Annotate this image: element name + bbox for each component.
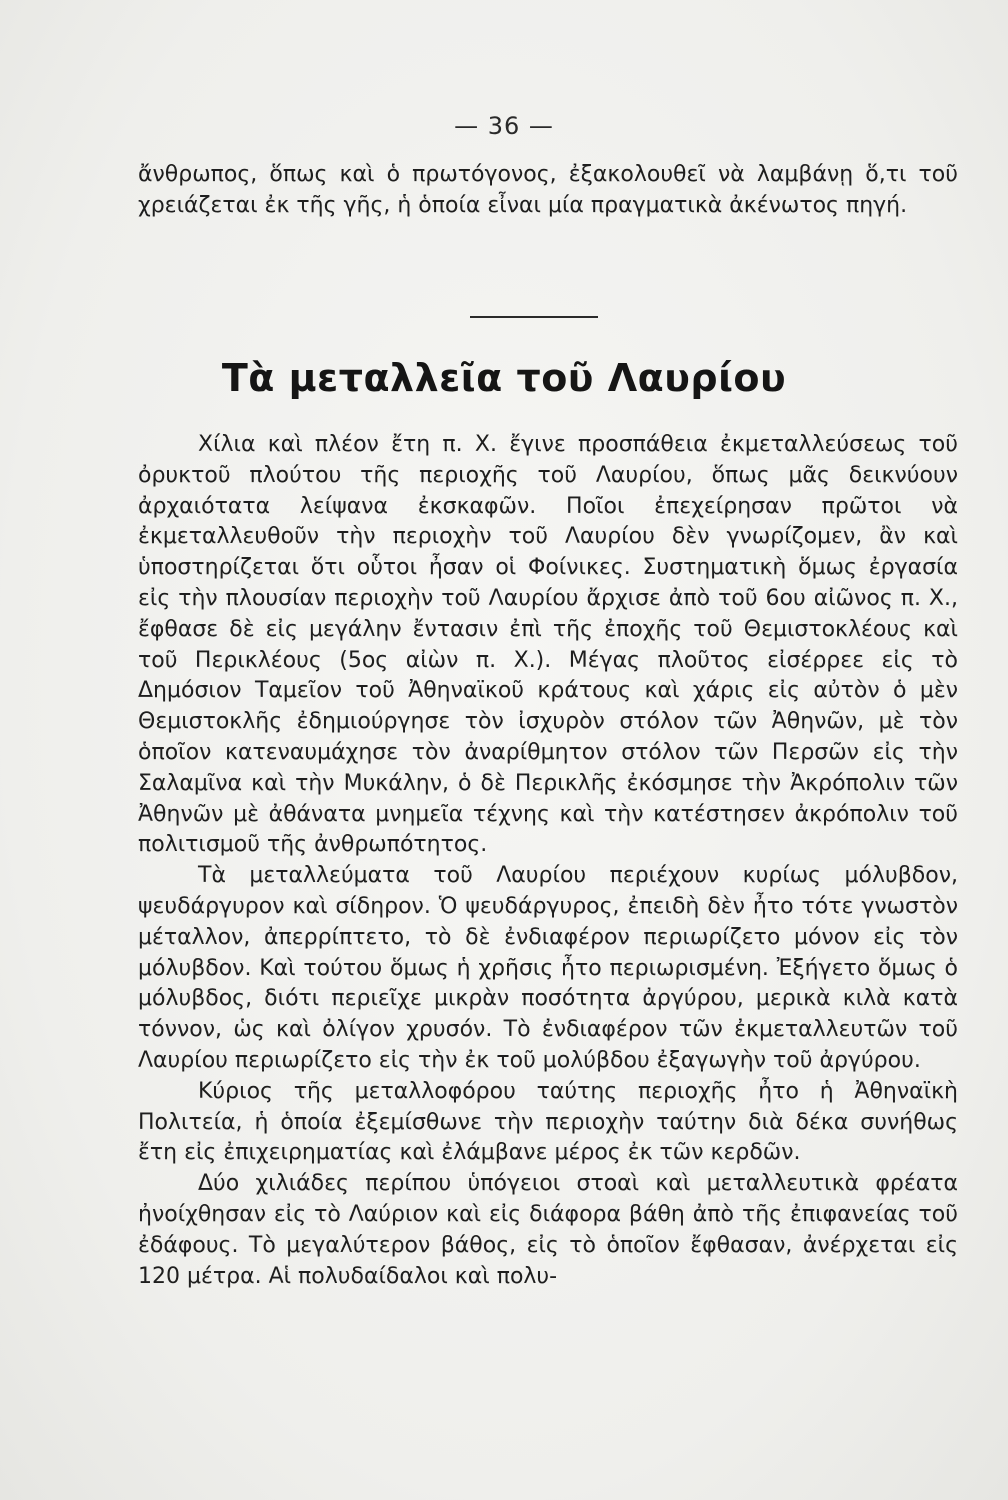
paragraph-history: Χίλια καὶ πλέον ἔτη π. Χ. ἔγινε προσπάθεια ἐκμεταλλεύσεως τοῦ ὀρυκτοῦ πλούτου τῆς περιοχῆς τοῦ Λαυρίου, ὅπως μᾶς δεικνύουν ἀρχαιότατα λείψανα ἐκσκαφῶν. Ποῖοι ἐπεχείρησαν πρῶτοι νὰ ἐκμεταλλευθοῦν τὴν περιοχὴν τοῦ Λαυρίου δὲν γνωρίζομεν, ἂν καὶ ὑποστηρίζεται ὅτι οὗτοι ἦσαν οἱ Φοίνικες. Συστηματικὴ ὅμως ἐργασία εἰς τὴν πλουσίαν περιοχὴν τοῦ Λαυρίου ἄρχισε ἀπὸ τοῦ 6ου αἰῶνος π. Χ., ἔφθασε δὲ εἰς μεγάλην ἔντασιν ἐπὶ τῆς ἐποχῆς τοῦ Θεμιστοκλέους καὶ τοῦ Περικλέους (5ος αἰὼν π. Χ.). Μέγας πλοῦτος εἰσέρρεε εἰς τὸ Δημόσιον Ταμεῖον τοῦ Ἀθηναϊκοῦ κράτους καὶ χάρις εἰς αὐτὸν ὁ μὲν Θεμιστοκλῆς ἐδημιούργησε τὸν ἰσχυρὸν στόλον τῶν Ἀθηνῶν, μὲ τὸν ὁποῖον κατεναυμάχησε τὸν ἀναρίθμητον στόλον τῶν Περσῶν εἰς τὴν Σαλαμῖνα καὶ τὴν Μυκάλην, ὁ δὲ Περικλῆς ἐκόσμησε τὴν Ἀκρόπολιν τῶν Ἀθηνῶν μὲ ἀθάνατα μνημεῖα τέχνης καὶ τὴν κατέστησεν ἀκρόπολιν τοῦ πολιτισμοῦ τῆς ἀνθρωπότητος. bbox=[138, 432, 958, 858]
section-title: Τὰ μεταλλεῖα τοῦ Λαυρίου bbox=[221, 356, 787, 400]
section-divider bbox=[470, 316, 598, 318]
paragraph-ores: Τὰ μεταλλεύματα τοῦ Λαυρίου περιέχουν κυρίως μόλυβδον, ψευδάργυρον καὶ σίδηρον. Ὁ ψευδάργυρος, ἐπειδὴ δὲν ἦτο τότε γνωστὸν μέταλλον, ἀπερρίπτετο, τὸ δὲ ἐνδιαφέρον περιωρίζετο μόνον εἰς τὸν μόλυβδον. Καὶ τούτου ὅμως ἡ χρῆσις ἦτο περιωρισμένη. Ἐξήγετο ὅμως ὁ μόλυβδος, διότι περιεῖχε μικρὰν ποσότητα ἀργύρου, μερικὰ κιλὰ κατὰ τόννον, ὡς καὶ ὀλίγον χρυσόν. Τὸ ἐνδιαφέρον τῶν ἐκμεταλλευτῶν τοῦ Λαυρίου περιωρίζετο εἰς τὴν ἐκ τοῦ μολύβδου ἐξαγωγὴν τοῦ ἀργύρου. bbox=[138, 863, 958, 1073]
paragraph-ownership: Κύριος τῆς μεταλλοφόρου ταύτης περιοχῆς ἦτο ἡ Ἀθηναϊκὴ Πολιτεία, ἡ ὁποία ἐξεμίσθωνε τὴν περιοχὴν ταύτην διὰ δέκα συνήθως ἔτη εἰς ἐπιχειρηματίας καὶ ἐλάμβανε μέρος ἐκ τῶν κερδῶν. bbox=[138, 1078, 958, 1166]
paragraph-galleries: Δύο χιλιάδες περίπου ὑπόγειοι στοαὶ καὶ μεταλλευτικὰ φρέατα ἠνοίχθησαν εἰς τὸ Λαύριον καὶ εἰς διάφορα βάθη ἀπὸ τῆς ἐπιφανείας τοῦ ἐδάφους. Τὸ μεγαλύτερον βάθος, εἰς τὸ ὁποῖον ἔφθασαν, ἀνέρχεται εἰς 120 μέτρα. Αἱ πολυδαίδαλοι καὶ πολυ- bbox=[138, 1171, 958, 1289]
intro-paragraph: ἄνθρωπος, ὅπως καὶ ὁ πρωτόγονος, ἐξακολουθεῖ νὰ λαμβάνῃ ὅ,τι τοῦ χρειάζεται ἐκ τῆς γῆς, ἡ ὁποία εἶναι μία πραγματικὰ ἀκένωτος πηγή. bbox=[138, 162, 958, 218]
page-number: — 36 — bbox=[454, 112, 554, 140]
section-body bbox=[138, 430, 958, 1292]
intro-text bbox=[138, 160, 958, 222]
